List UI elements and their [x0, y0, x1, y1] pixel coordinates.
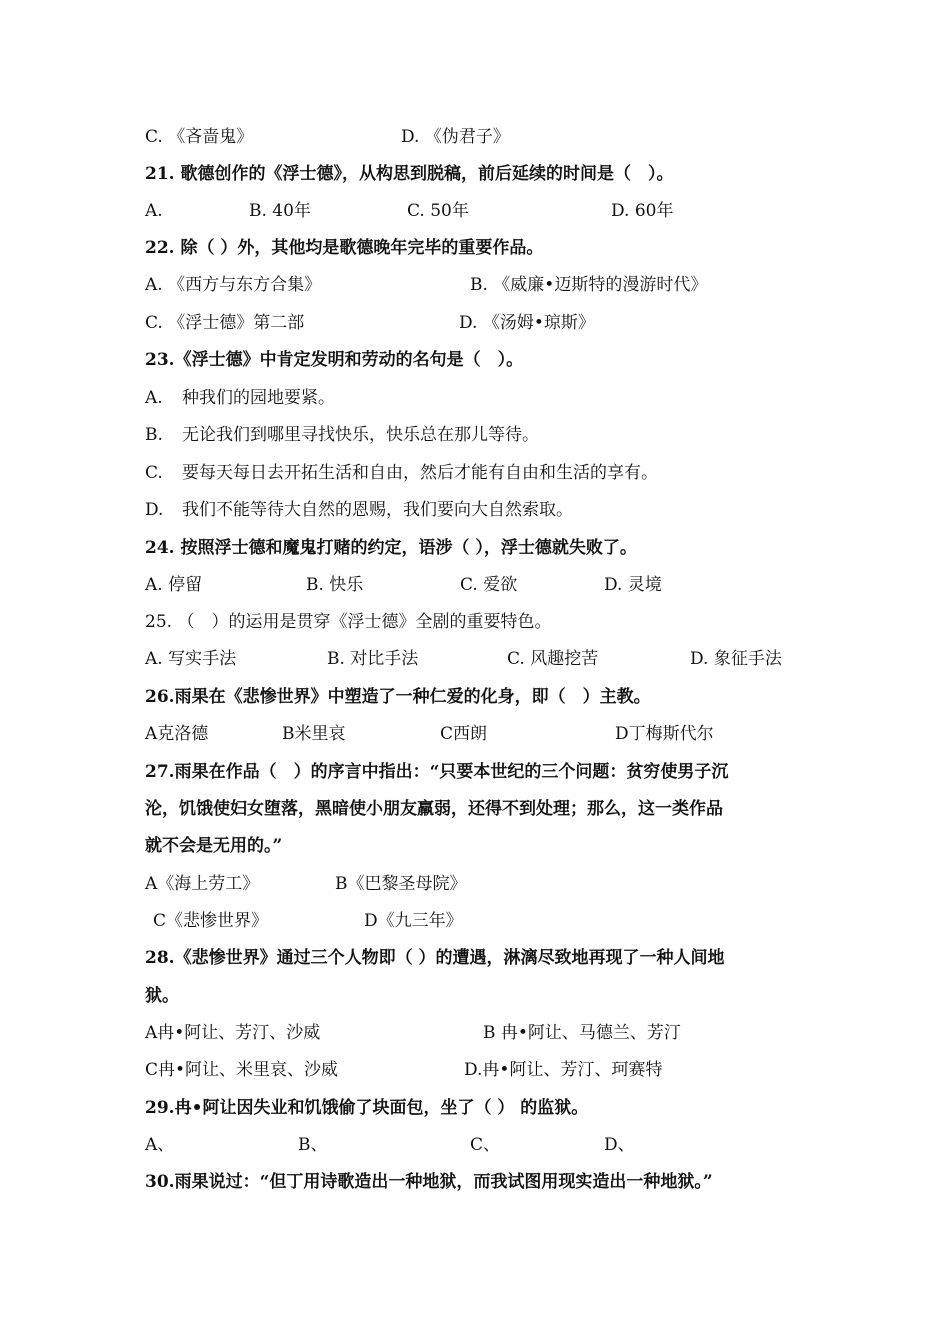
option-b: B、: [298, 1135, 328, 1155]
option-c: C《悲惨世界》: [153, 911, 269, 931]
option-b: B. 快乐: [306, 575, 364, 595]
option-a: A.: [145, 201, 163, 221]
option-letter: A.: [145, 388, 163, 408]
option-a: A冉•阿让、芳汀、沙威: [145, 1023, 321, 1043]
option-b: B. 《威廉•迈斯特的漫游时代》: [470, 275, 708, 295]
option-c: C. 《吝啬鬼》: [145, 127, 254, 147]
option-letter: B.: [145, 425, 163, 445]
option-c: C. 爱欲: [460, 575, 518, 595]
option-c: C. 《浮士德》第二部: [145, 313, 305, 333]
question-27-line-1: 27.雨果在作品（ ）的序言中指出：“只要本世纪的三个问题：贫穷使男子沉: [145, 762, 729, 782]
option-letter: D.: [145, 500, 164, 520]
option-a: A克洛德: [145, 724, 209, 744]
option-text: 我们不能等待大自然的恩赐，我们要向大自然索取。: [182, 500, 573, 520]
option-text: 无论我们到哪里寻找快乐，快乐总在那儿等待。: [182, 425, 539, 445]
option-d: D. 象征手法: [690, 649, 782, 669]
option-d: D丁梅斯代尔: [615, 724, 714, 744]
option-c: C西朗: [440, 724, 488, 744]
question-21: 21. 歌德创作的《浮士德》，从构思到脱稿，前后延续的时间是（ ）。: [145, 164, 674, 184]
question-30: 30.雨果说过：“但丁用诗歌造出一种地狱，而我试图用现实造出一种地狱。”: [145, 1172, 713, 1192]
question-26: 26.雨果在《悲惨世界》中塑造了一种仁爱的化身，即（ ）主教。: [145, 687, 651, 707]
question-27-line-3: 就不会是无用的。”: [145, 836, 283, 856]
question-25: 25. （ ）的运用是贯穿《浮士德》全剧的重要特色。: [145, 612, 552, 632]
question-28-line-2: 狱。: [145, 986, 179, 1006]
option-a: A. 停留: [145, 575, 203, 595]
question-23: 23.《浮士德》中肯定发明和劳动的名句是（ ）。: [145, 350, 524, 370]
question-29: 29.冉•阿让因失业和饥饿偷了块面包，坐了（ ） 的监狱。: [145, 1098, 589, 1118]
option-c: C. 风趣挖苦: [507, 649, 599, 669]
option-b: B《巴黎圣母院》: [335, 874, 467, 894]
option-a: A. 写实手法: [145, 649, 237, 669]
option-a: A. 《西方与东方合集》: [145, 275, 322, 295]
question-24: 24. 按照浮士德和魔鬼打赌的约定，语涉（ ），浮士德就失败了。: [145, 538, 637, 558]
option-b: B. 40年: [249, 201, 311, 221]
option-c: C冉•阿让、米里哀、沙威: [145, 1060, 339, 1080]
option-d: D. 灵境: [604, 575, 662, 595]
option-d: D. 《伪君子》: [401, 127, 510, 147]
option-d: D. 《汤姆•琼斯》: [459, 313, 595, 333]
option-d: D. 60年: [611, 201, 674, 221]
option-a: A、: [145, 1135, 175, 1155]
option-c: C、: [470, 1135, 501, 1155]
question-28-line-1: 28.《悲惨世界》通过三个人物即（ ）的遭遇，淋漓尽致地再现了一种人间地: [145, 948, 725, 968]
option-b: B米里哀: [282, 724, 346, 744]
option-b: B 冉•阿让、马德兰、芳汀: [483, 1023, 681, 1043]
option-d: D、: [604, 1135, 635, 1155]
option-b: B. 对比手法: [327, 649, 419, 669]
option-a: A《海上劳工》: [145, 874, 260, 894]
question-22: 22. 除（ ）外，其他均是歌德晚年完毕的重要作品。: [145, 238, 544, 258]
option-letter: C.: [145, 463, 163, 483]
option-c: C. 50年: [407, 201, 469, 221]
option-d: D《九三年》: [364, 911, 463, 931]
option-d: D.冉•阿让、芳汀、珂赛特: [464, 1060, 663, 1080]
option-text: 种我们的园地要紧。: [182, 388, 335, 408]
option-text: 要每天每日去开拓生活和自由，然后才能有自由和生活的享有。: [182, 463, 658, 483]
question-27-line-2: 沦，饥饿使妇女堕落，黑暗使小朋友羸弱，还得不到处理；那么，这一类作品: [145, 799, 723, 819]
